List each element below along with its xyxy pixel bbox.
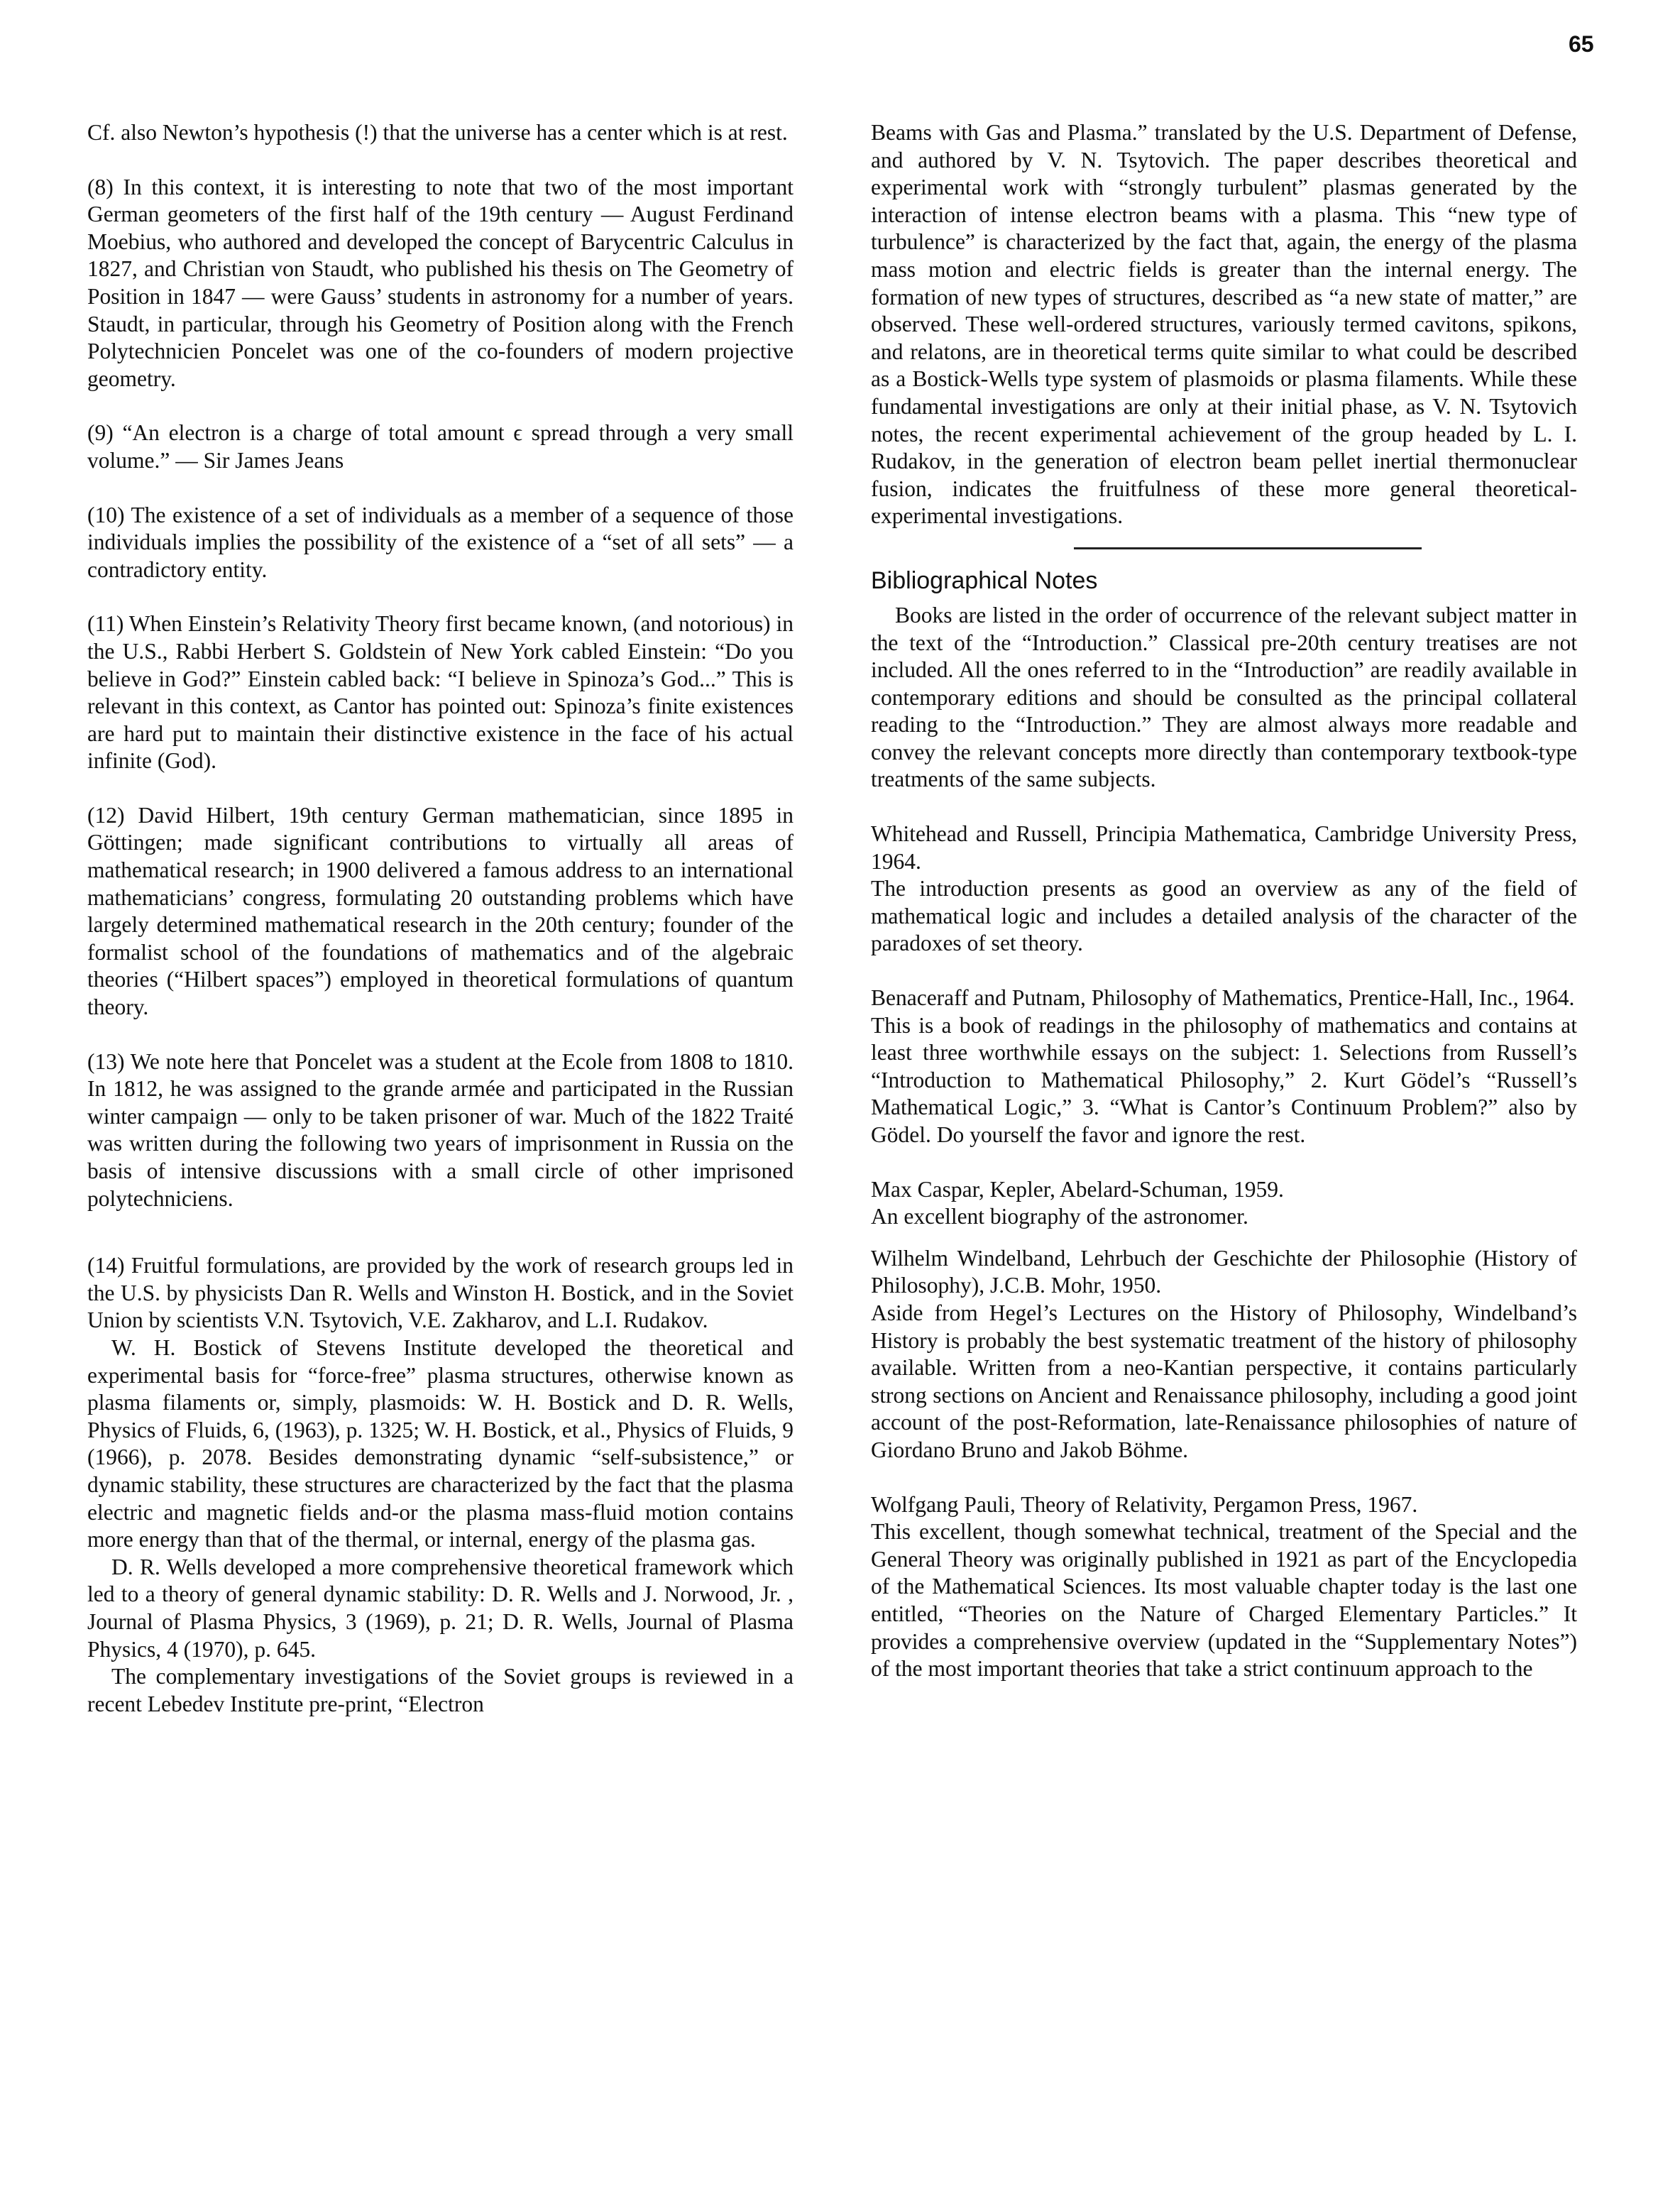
entry-citation: Benaceraff and Putnam, Philosophy of Mathematics, Prentice-Hall, Inc., 1964. <box>871 985 1575 1011</box>
entry-note: This excellent, though somewhat technical, treatment of the Special and the General Theory was originally published in 1921 as part of the Encyclopedia of the Mathematical Sciences. Its most valuable chapter today is the last one entitled, “Theories on the Nature of Charged Elementary Particles.” It provides a comprehensive overview (updated in the “Supplementary Notes”) of the most important theories that take a strict continuum approach to the <box>871 1519 1577 1682</box>
note-9: (9) “An electron is a charge of total amount ϵ spread through a very small volume.” — Sir James Jeans <box>87 420 794 473</box>
note-10: (10) The existence of a set of individuals as a member of a sequence of those individuals implies the possibility of the existence of a “set of all sets” — a contradictory entity. <box>87 502 794 582</box>
entry-note: An excellent biography of the astronomer. <box>871 1204 1248 1229</box>
right-column <box>871 119 1577 1683</box>
bibliography-entry <box>871 821 1577 958</box>
left-column <box>87 119 794 1718</box>
entry-note: This is a book of readings in the philosophy of mathematics and contains at least three worthwhile essays on the subject: 1. Selections from Russell’s “Introduction to Mathematical Philosophy,” 2. Kurt Gödel’s “Russell’s Mathematical Logic,” 3. “What is Cantor’s Continuum Problem?” also by Gödel. Do yourself the favor and ignore the rest. <box>871 1012 1577 1147</box>
note-8: (8) In this context, it is interesting to note that two of the most important German geometers of the first half of the 19th century — August Ferdinand Moebius, who authored and developed the concept of Barycentric Calculus in 1827, and Christian von Staudt, who published his thesis on The Geometry of Position in 1847 — were Gauss’ students in astronomy for a number of years. Staudt, in particular, through his Geometry of Position along with the French Polytechnicien Poncelet was one of the co-founders of modern projective geometry. <box>87 174 794 391</box>
note-13: (13) We note here that Poncelet was a student at the Ecole from 1808 to 1810. In 1812, he was assigned to the grande armée and participated in the Russian winter campaign — only to be taken prisoner of war. Much of the 1822 Traité was written during the following two years of imprisonment in Russia on the basis of intensive discussions with a small circle of other imprisoned polytechniciens. <box>87 1048 794 1211</box>
entry-note: Aside from Hegel’s Lectures on the History of Philosophy, Windelband’s History is probably the best systematic treatment of the history of philosophy available. Written from a neo-Kantian perspective, it contains particularly strong sections on Ancient and Renaissance philosophy, including a good joint account of the post-Reformation, late-Renaissance philosophies of nature of Giordano Bruno and Jakob Böhme. <box>871 1300 1577 1462</box>
note-continuation: Cf. also Newton’s hypothesis (!) that the universe has a center which is at rest. <box>87 120 788 145</box>
entry-citation: Max Caspar, Kepler, Abelard-Schuman, 1959. <box>871 1176 1284 1202</box>
bibliography-entry <box>871 1491 1577 1683</box>
entry-citation: Whitehead and Russell, Principia Mathematica, Cambridge University Press, 1964. <box>871 821 1577 874</box>
note-14-bostick: W. H. Bostick of Stevens Institute developed the theoretical and experimental basis for “force-free” plasma structures, otherwise known as plasma filaments or, simply, plasmoids: W. H. Bostick and D. R. Wells, Physics of Fluids, 6, (1963), p. 1325; W. H. Bostick, et al., Physics of Fluids, 9 (1966), p. 2078. Besides demonstrating dynamic “self-subsistence,” or dynamic stability, these structures are characterized by the fact that the plasma electric and magnetic fields and-or the plasma mass-fluid motion contains more energy than that of the thermal, or internal, energy of the plasma gas. <box>87 1334 794 1552</box>
note-14: (14) Fruitful formulations, are provided by the work of research groups led in the U.S. by physicists Dan R. Wells and Winston H. Bostick, and in the Soviet Union by scientists V.N. Tsytovich, V.E. Zakharov, and L.I. Rudakov. <box>87 1253 794 1333</box>
bibliography-entry <box>871 1245 1577 1464</box>
note-14-continued: Beams with Gas and Plasma.” translated by the U.S. Department of Defense, and authored by V. N. Tsytovich. The paper describes theoretical and experimental work with “strongly turbulent” plasmas generated by the interaction of intense electron beams with a plasma. This “new type of turbulence” is characterized by the fact that, again, the energy of the plasma mass motion and electric fields is greater than the internal energy. The formation of new types of structures, described as “a new state of matter,” are observed. These well-ordered structures, variously termed cavitons, spikons, and relatons, are in theoretical terms quite similar to what could be described as a Bostick-Wells type system of plasmoids or plasma filaments. While these fundamental investigations are only at their initial phase, as V. N. Tsytovich notes, the recent experimental achievement of the group headed by L. I. Rudakov, in the generation of electron beam pellet inertial thermonuclear fusion, indicates the fruitfulness of these more general theoretical-experimental investigations. <box>871 120 1577 529</box>
bibliography-heading: Bibliographical Notes <box>871 566 1098 594</box>
note-14-wells: D. R. Wells developed a more comprehensive theoretical framework which led to a theory of general dynamic stability: D. R. Wells and J. Norwood, Jr. , Journal of Plasma Physics, 3 (1969), p. 21; D. R. Wells, Journal of Plasma Physics, 4 (1970), p. 645. <box>87 1554 794 1662</box>
bibliography-entry <box>871 985 1577 1149</box>
note-14-soviet: The complementary investigations of the Soviet groups is reviewed in a recent Lebedev Institute pre-print, “Electron <box>87 1664 794 1716</box>
bibliography-intro: Books are listed in the order of occurrence of the relevant subject matter in the text of the “Introduction.” Classical pre-20th century treatises are not included. All the ones referred to in the “Introduction” are readily available in contemporary editions and should be consulted as the principal collateral reading to the “Introduction.” They are almost always more readable and convey the relevant concepts more directly than contemporary textbook-type treatments of the same subjects. <box>871 602 1577 792</box>
page-number: 65 <box>1569 31 1594 57</box>
note-11: (11) When Einstein’s Relativity Theory first became known, (and notorious) in the U.S., Rabbi Herbert S. Goldstein of New York cabled Einstein: “Do you believe in God?” Einstein cabled back: “I believe in Spinoza’s God...” This is relevant in this context, as Cantor has pointed out: Spinoza’s finite existences are hard put to maintain their distinctive existence in the face of his actual infinite (God). <box>87 611 794 774</box>
bibliography-entry <box>871 1176 1577 1231</box>
entry-note: The introduction presents as good an overview as any of the field of mathematical logic and includes a detailed analysis of the character of the paradoxes of set theory. <box>871 876 1577 956</box>
entry-citation: Wolfgang Pauli, Theory of Relativity, Pergamon Press, 1967. <box>871 1491 1418 1517</box>
note-12: (12) David Hilbert, 19th century German mathematician, since 1895 in Göttingen; made significant contributions to virtually all areas of mathematical research; in 1900 delivered a famous address to an international mathematicians’ congress, formulating 20 outstanding problems which have largely determined mathematical research in the 20th century; founder of the formalist school of the foundations of mathematics and of the algebraic theories (“Hilbert spaces”) employed in theoretical formulations of quantum theory. <box>87 802 794 1020</box>
entry-citation: Wilhelm Windelband, Lehrbuch der Geschichte der Philosophie (History of Philosophy), J.C.B. Mohr, 1950. <box>871 1245 1577 1298</box>
section-divider <box>1074 547 1422 549</box>
